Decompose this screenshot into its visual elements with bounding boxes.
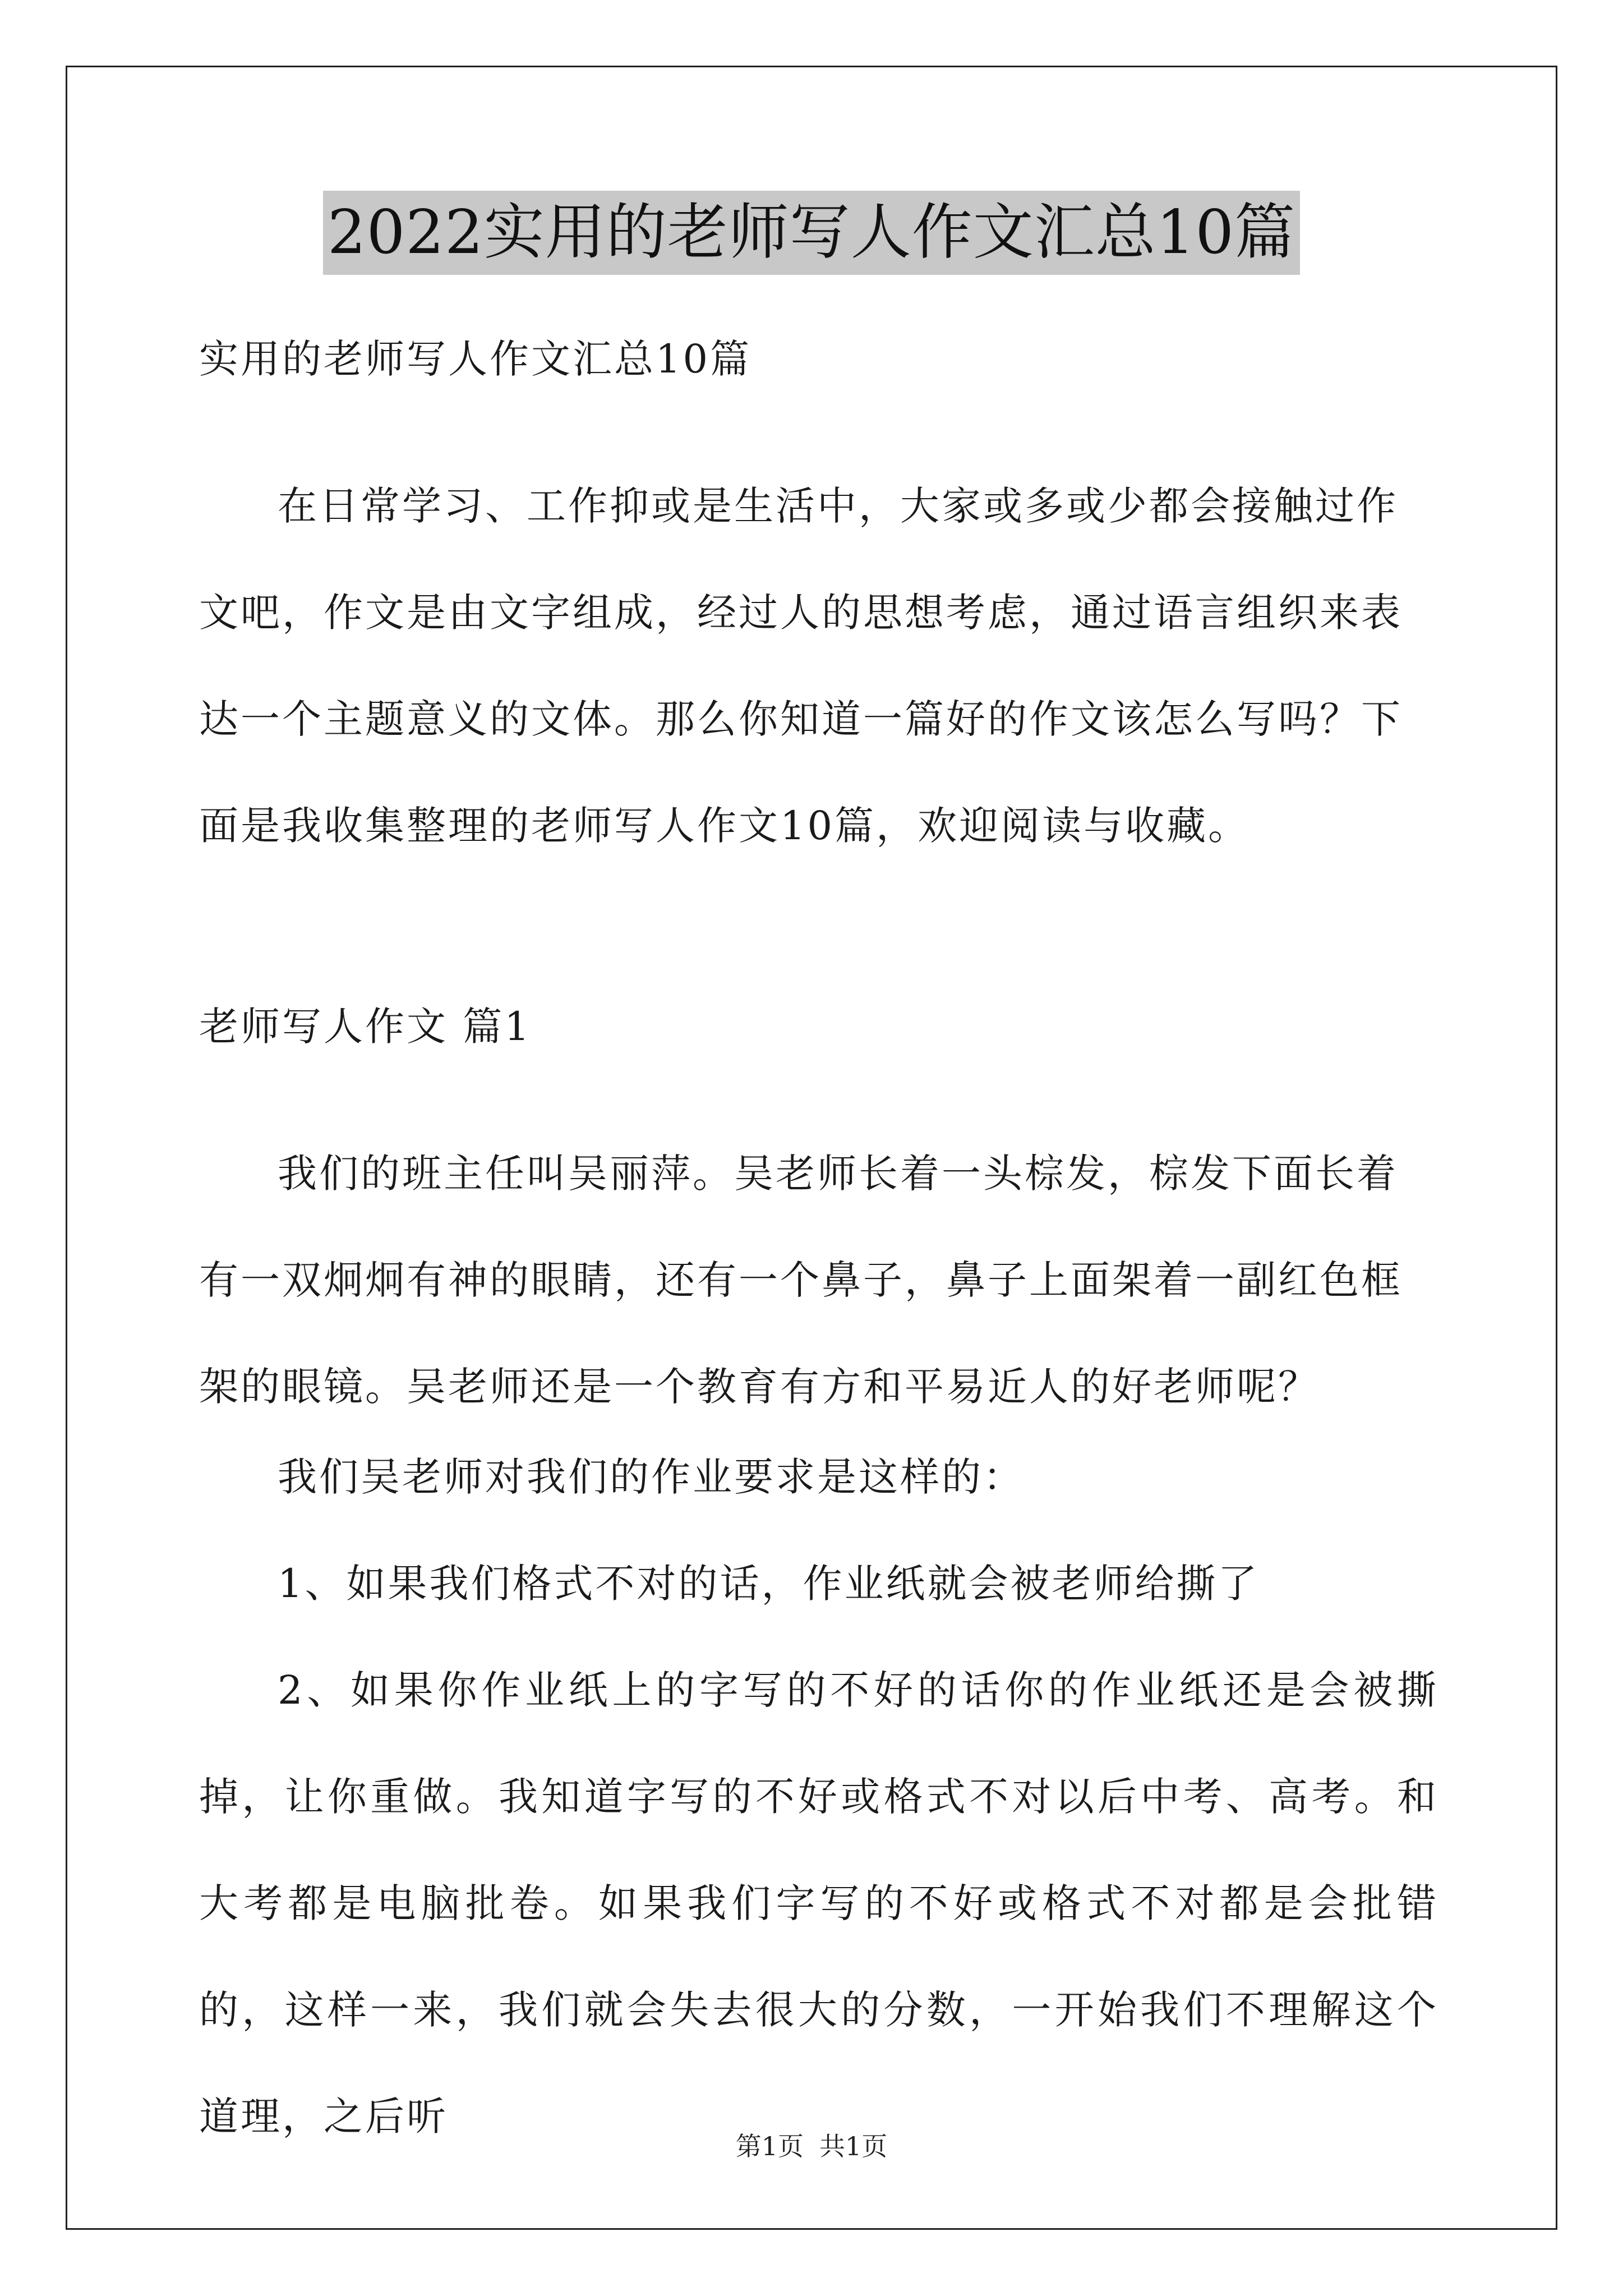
page-footer [0,2126,1623,2163]
document-subtitle: 实用的老师写人作文汇总10篇 [199,336,752,382]
body-paragraph: 我们吴老师对我们的作业要求是这样的： [278,1454,1025,1500]
document-title: 2022实用的老师写人作文汇总10篇 [323,191,1300,275]
intro-paragraph: 在日常学习、工作抑或是生活中，大家或多或少都会接触过作文吧，作文是由文字组成，经过人的思想考虑，通过语言组织来表达一个主题意义的文体。那么你知道一篇好的作文该怎么写吗？下面是我收集整理的老师写人作文10篇，欢迎阅读与收藏。 [199,483,1403,849]
title-container [0,191,1623,275]
list-item: 1、如果我们格式不对的话，作业纸就会被老师给撕了 [278,1561,1260,1607]
body-paragraph: 我们的班主任叫吴丽萍。吴老师长着一头棕发，棕发下面长着有一双炯炯有神的眼睛，还有一个鼻子，鼻子上面架着一副红色框架的眼镜。吴老师还是一个教育有方和平易近人的好老师呢？ [199,1151,1403,1410]
section-heading: 老师写人作文 篇1 [199,1004,532,1050]
page-number: 第1页 [735,2131,804,2161]
page-total: 共1页 [819,2131,888,2161]
list-item: 2、如果你作业纸上的字写的不好的话你的作业纸还是会被撕掉，让你重做。我知道字写的不好或格式不对以后中考、高考。和大考都是电脑批卷。如果我们字写的不好或格式不对都是会批错的，这样一来，我们就会失去很大的分数，一开始我们不理解这个道理，之后听 [199,1667,1438,2139]
